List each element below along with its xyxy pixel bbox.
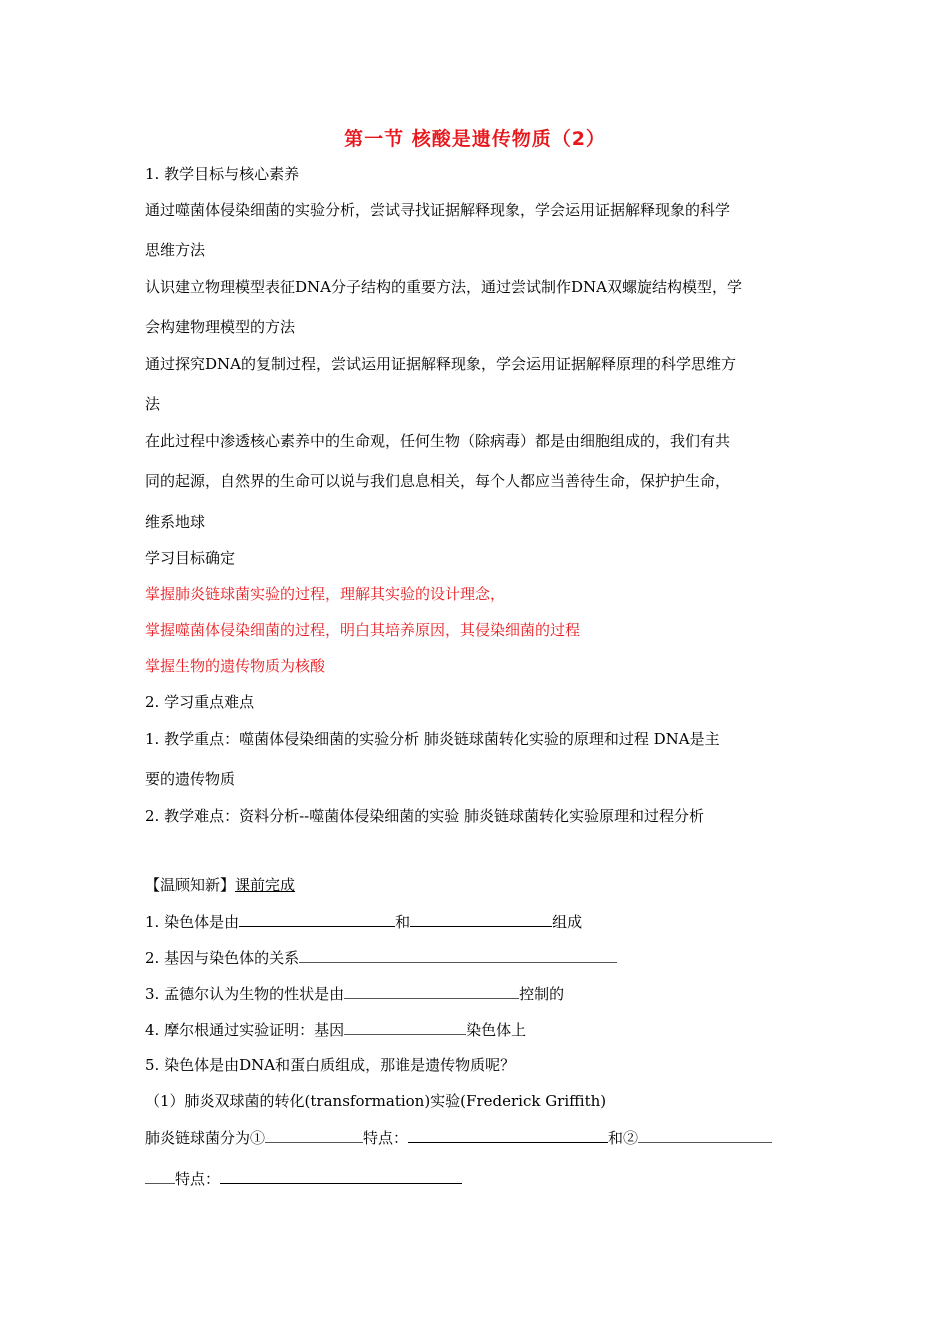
question-text: 肺炎链球菌分为① (145, 1129, 266, 1147)
question-text: 3. 孟德尔认为生物的性状是由 (145, 985, 345, 1003)
answer-blank[interactable] (265, 1126, 363, 1143)
paragraph-line: 同的起源，自然界的生命可以说与我们息息相关，每个人都应当善待生命，保护护生命， (145, 472, 731, 490)
answer-blank[interactable] (344, 1018, 466, 1035)
paragraph-line: 要的遗传物质 (145, 770, 236, 788)
review-heading (145, 874, 295, 896)
section-heading-keypoints: 2. 学习重点难点 (145, 693, 255, 711)
question-text: 组成 (552, 913, 583, 931)
question-4 (145, 1018, 526, 1041)
answer-blank[interactable] (410, 910, 552, 927)
paragraph-line: 思维方法 (145, 241, 206, 259)
paragraph-line: 通过噬菌体侵染细菌的实验分析，尝试寻找证据解释现象，学会运用证据解释现象的科学 (145, 201, 731, 219)
question-text: 特点： (363, 1129, 409, 1147)
split-line-2 (145, 1167, 462, 1190)
question-text: 特点： (175, 1170, 221, 1188)
answer-blank[interactable] (344, 982, 519, 999)
question-2 (145, 946, 617, 969)
paragraph-line: 维系地球 (145, 513, 206, 531)
question-5: 5. 染色体是由DNA和蛋白质组成，那谁是遗传物质呢？ (145, 1056, 516, 1074)
question-text: 4. 摩尔根通过实验证明：基因 (145, 1021, 345, 1039)
goal-item: 掌握肺炎链球菌实验的过程，理解其实验的设计理念， (145, 585, 506, 603)
answer-blank[interactable] (145, 1167, 175, 1184)
answer-blank[interactable] (299, 946, 617, 963)
question-3 (145, 982, 564, 1005)
paragraph-line: 法 (145, 395, 161, 413)
paragraph-line: 会构建物理模型的方法 (145, 318, 296, 336)
review-tag: 【温顾知新】 (145, 876, 236, 894)
experiment-heading: （1）肺炎双球菌的转化(transformation)实验(Frederick Griffith) (145, 1092, 607, 1110)
question-text: 染色体上 (466, 1021, 527, 1039)
answer-blank[interactable] (239, 910, 395, 927)
question-text: 和② (608, 1129, 639, 1147)
goal-item: 掌握噬菌体侵染细菌的过程，明白其培养原因，其侵染细菌的过程 (145, 621, 581, 639)
paragraph-line: 1. 教学重点：噬菌体侵染细菌的实验分析 肺炎链球菌转化实验的原理和过程 DNA是主 (145, 730, 720, 748)
paragraph-line: 通过探究DNA的复制过程，尝试运用证据解释现象，学会运用证据解释原理的科学思维方 (145, 355, 736, 373)
question-1 (145, 910, 582, 933)
paragraph-line: 2. 教学难点：资料分析--噬菌体侵染细菌的实验 肺炎链球菌转化实验原理和过程分析 (145, 807, 704, 825)
question-text: 2. 基因与染色体的关系 (145, 949, 300, 967)
question-text: 控制的 (519, 985, 565, 1003)
page-title: 第一节 核酸是遗传物质（2） (344, 128, 606, 150)
question-text: 和 (395, 913, 411, 931)
goals-heading: 学习目标确定 (145, 549, 236, 567)
paragraph-line: 认识建立物理模型表征DNA分子结构的重要方法，通过尝试制作DNA双螺旋结构模型，学 (145, 278, 742, 296)
split-line-1 (145, 1126, 772, 1149)
answer-blank[interactable] (220, 1167, 462, 1184)
answer-blank[interactable] (638, 1126, 772, 1143)
section-heading-goals: 1. 教学目标与核心素养 (145, 165, 300, 183)
answer-blank[interactable] (408, 1126, 608, 1143)
paragraph-line: 在此过程中渗透核心素养中的生命观，任何生物（除病毒）都是由细胞组成的，我们有共 (145, 432, 731, 450)
question-text: 1. 染色体是由 (145, 913, 240, 931)
review-tag-underlined: 课前完成 (235, 876, 296, 894)
goal-item: 掌握生物的遗传物质为核酸 (145, 657, 326, 675)
